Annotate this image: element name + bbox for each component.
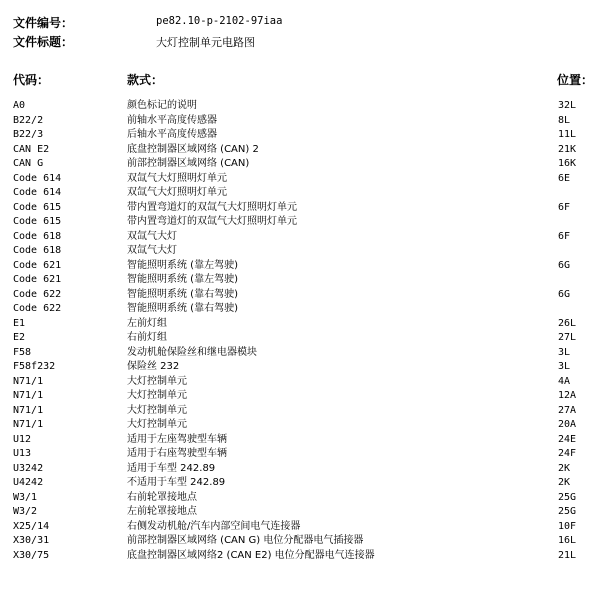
document-title-label: 文件标题： xyxy=(13,35,74,49)
row-description: 发动机舱保险丝和继电器模块 xyxy=(127,346,257,358)
row-position: 20A xyxy=(558,419,577,430)
row-position: 27A xyxy=(558,404,577,416)
table-row xyxy=(0,172,603,187)
row-description: 左前灯组 xyxy=(127,317,167,329)
row-description: 大灯控制单元 xyxy=(127,419,187,430)
row-position: 3L xyxy=(558,361,571,372)
table-row xyxy=(0,491,603,506)
table-row xyxy=(0,404,603,419)
row-code: U4242 xyxy=(13,477,44,488)
row-description: 适用于车型 242.89 xyxy=(127,462,216,474)
row-description: 后轴水平高度传感器 xyxy=(127,129,217,140)
row-code: X30/75 xyxy=(13,549,50,561)
row-description: 前部控制器区域网络 (CAN G) 电位分配器电气插接器 xyxy=(127,535,364,546)
row-code: N71/1 xyxy=(13,419,44,430)
table-row xyxy=(0,288,603,303)
row-code: X25/14 xyxy=(13,520,50,532)
row-position: 16K xyxy=(558,158,577,169)
table-row xyxy=(0,317,603,332)
table-row xyxy=(0,157,603,172)
row-position: 10F xyxy=(558,520,577,532)
row-description: 底盘控制器区域网络2 (CAN E2) 电位分配器电气连接器 xyxy=(127,549,375,561)
table-row xyxy=(0,273,603,288)
row-description: 双氙气大灯 xyxy=(127,245,177,256)
row-position: 12A xyxy=(558,390,577,401)
table-row xyxy=(0,259,603,274)
row-description: 前部控制器区域网络 (CAN) xyxy=(127,158,250,169)
row-description: 双氙气大灯 xyxy=(127,230,177,242)
row-position: 21K xyxy=(558,143,577,155)
row-position: 6F xyxy=(558,201,571,213)
row-code: W3/2 xyxy=(13,506,38,517)
row-description: 双氙气大灯照明灯单元 xyxy=(127,187,227,198)
row-code: Code 614 xyxy=(13,172,62,184)
table-row xyxy=(0,476,603,491)
row-code: E2 xyxy=(13,332,26,343)
row-description: 大灯控制单元 xyxy=(127,404,187,416)
row-code: Code 622 xyxy=(13,288,62,300)
table-row xyxy=(0,534,603,549)
table-row xyxy=(0,99,603,114)
row-code: W3/1 xyxy=(13,491,38,503)
table-row xyxy=(0,433,603,448)
row-code: B22/3 xyxy=(13,129,44,140)
table-row xyxy=(0,462,603,477)
row-description: 保险丝 232 xyxy=(127,361,180,372)
table-row xyxy=(0,114,603,129)
table-row xyxy=(0,389,603,404)
column-header-pos: 位置： xyxy=(557,73,594,87)
column-header-code: 代码： xyxy=(13,73,50,87)
row-description: 右前灯组 xyxy=(127,332,167,343)
row-code: Code 618 xyxy=(13,245,62,256)
document-title-value: 大灯控制单元电路图 xyxy=(156,36,255,49)
row-position: 2K xyxy=(558,477,571,488)
table-row xyxy=(0,418,603,433)
row-code: F58f232 xyxy=(13,361,56,372)
row-description: 智能照明系统 (靠左驾驶) xyxy=(127,259,238,271)
row-code: B22/2 xyxy=(13,114,44,126)
row-position: 32L xyxy=(558,100,577,111)
table-row xyxy=(0,128,603,143)
row-position: 2K xyxy=(558,462,571,474)
component-table xyxy=(0,99,603,563)
row-code: Code 618 xyxy=(13,230,62,242)
row-code: A0 xyxy=(13,100,26,111)
row-position: 26L xyxy=(558,317,577,329)
table-row xyxy=(0,230,603,245)
row-description: 智能照明系统 (靠右驾驶) xyxy=(127,303,238,314)
row-description: 前轴水平高度传感器 xyxy=(127,114,217,126)
row-position: 3L xyxy=(558,346,571,358)
table-row xyxy=(0,346,603,361)
row-code: Code 615 xyxy=(13,201,62,213)
row-code: F58 xyxy=(13,346,32,358)
row-position: 6G xyxy=(558,288,571,300)
table-row xyxy=(0,201,603,216)
row-description: 大灯控制单元 xyxy=(127,375,187,387)
table-row xyxy=(0,331,603,346)
row-description: 带内置弯道灯的双氙气大灯照明灯单元 xyxy=(127,216,297,227)
table-row xyxy=(0,549,603,564)
row-code: CAN E2 xyxy=(13,143,50,155)
row-position: 11L xyxy=(558,129,577,140)
row-description: 适用于右座驾驶型车辆 xyxy=(127,448,227,459)
row-description: 不适用于车型 242.89 xyxy=(127,477,226,488)
table-row xyxy=(0,143,603,158)
row-code: U12 xyxy=(13,433,32,445)
row-position: 27L xyxy=(558,332,577,343)
table-row xyxy=(0,505,603,520)
table-row xyxy=(0,360,603,375)
row-description: 底盘控制器区域网络 (CAN) 2 xyxy=(127,143,259,155)
row-description: 颜色标记的说明 xyxy=(127,100,197,111)
table-row xyxy=(0,302,603,317)
row-description: 右侧发动机舱/汽车内部空间电气连接器 xyxy=(127,520,301,532)
row-code: N71/1 xyxy=(13,375,44,387)
row-code: Code 621 xyxy=(13,274,62,285)
row-code: N71/1 xyxy=(13,404,44,416)
row-code: Code 621 xyxy=(13,259,62,271)
table-row xyxy=(0,186,603,201)
row-description: 适用于左座驾驶型车辆 xyxy=(127,433,227,445)
row-position: 6F xyxy=(558,230,571,242)
row-code: Code 614 xyxy=(13,187,62,198)
row-position: 6G xyxy=(558,259,571,271)
row-code: N71/1 xyxy=(13,390,44,401)
row-position: 24F xyxy=(558,448,577,459)
row-code: U3242 xyxy=(13,462,44,474)
row-position: 8L xyxy=(558,114,571,126)
row-description: 大灯控制单元 xyxy=(127,390,187,401)
row-description: 双氙气大灯照明灯单元 xyxy=(127,172,227,184)
row-position: 6E xyxy=(558,172,571,184)
row-position: 25G xyxy=(558,491,577,503)
table-row xyxy=(0,447,603,462)
row-code: CAN G xyxy=(13,158,44,169)
table-header xyxy=(0,71,603,89)
row-position: 21L xyxy=(558,549,577,561)
row-code: E1 xyxy=(13,317,26,329)
row-position: 4A xyxy=(558,375,571,387)
table-row xyxy=(0,520,603,535)
row-position: 25G xyxy=(558,506,577,517)
document-number-value: pe82.10-p-2102-97iaa xyxy=(156,15,283,27)
row-description: 智能照明系统 (靠右驾驶) xyxy=(127,288,238,300)
row-code: Code 615 xyxy=(13,216,62,227)
column-header-desc: 款式： xyxy=(127,73,164,87)
table-row xyxy=(0,375,603,390)
table-row xyxy=(0,215,603,230)
row-code: Code 622 xyxy=(13,303,62,314)
row-description: 带内置弯道灯的双氙气大灯照明灯单元 xyxy=(127,201,297,213)
table-row xyxy=(0,244,603,259)
document-number-label: 文件编号： xyxy=(13,16,74,30)
row-description: 左前轮罩接地点 xyxy=(127,506,197,517)
row-description: 智能照明系统 (靠左驾驶) xyxy=(127,274,238,285)
row-position: 16L xyxy=(558,535,577,546)
row-code: U13 xyxy=(13,448,32,459)
row-position: 24E xyxy=(558,433,577,445)
row-description: 右前轮罩接地点 xyxy=(127,491,197,503)
row-code: X30/31 xyxy=(13,535,50,546)
